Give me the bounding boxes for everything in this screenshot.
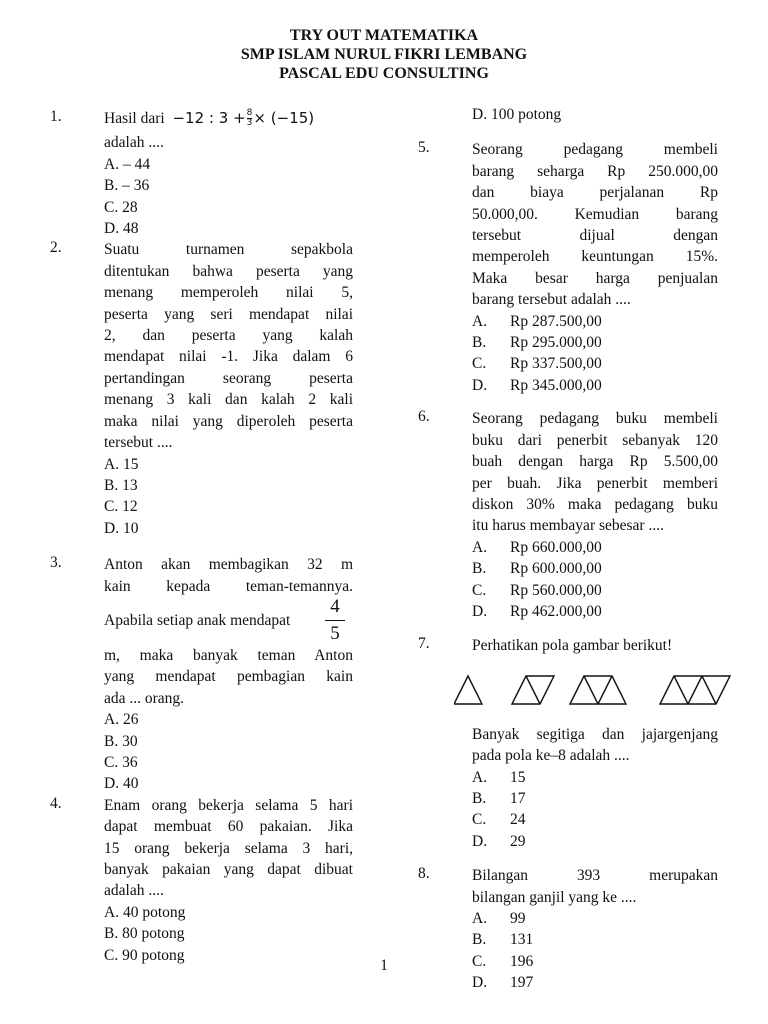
stem-line: per buah. Jika penerbit memberi: [472, 474, 718, 492]
question-1: [50, 108, 353, 239]
stem-line: barang seharga Rp 250.000,00: [472, 162, 718, 180]
fraction-numerator: 8: [246, 108, 253, 118]
option-text: Rp 560.000,00: [510, 581, 602, 599]
stem-line: ada ... orang.: [104, 689, 185, 707]
inline-fraction: [247, 109, 253, 128]
expr-term: −12: [172, 109, 205, 127]
option-text: 196: [510, 952, 534, 970]
question-number: 7.: [418, 635, 430, 653]
option-letter: A.: [472, 538, 488, 556]
stem-line: tersebut dijual dengan: [472, 227, 718, 245]
triangle-pattern-figure: [454, 670, 754, 710]
stem-line: itu harus membayar sebesar ....: [472, 517, 664, 535]
option-d[interactable]: D. 100 potong: [472, 106, 562, 123]
stem-line: kain kepada teman-temannya.: [104, 577, 353, 595]
page-number: 1: [380, 957, 388, 974]
question-number: 3.: [50, 554, 62, 572]
option-letter: B.: [472, 334, 487, 352]
option-letter: D.: [472, 974, 488, 992]
stem-line: adalah ....: [104, 882, 164, 900]
option-text: 15: [510, 768, 526, 786]
option-letter: B.: [472, 560, 487, 578]
option-b[interactable]: B. – 36: [104, 177, 150, 195]
left-column: [50, 108, 353, 966]
option-a[interactable]: A. – 44: [104, 155, 151, 173]
option-text: 24: [510, 811, 526, 829]
stem-line: Seorang pedagang buku membeli: [472, 410, 718, 428]
option-b[interactable]: [472, 929, 718, 950]
stem-line: pertandingan seorang peserta: [104, 369, 353, 387]
option-a[interactable]: [472, 311, 718, 332]
stem-text: Hasil dari: [104, 110, 165, 127]
option-b[interactable]: B. 30: [104, 732, 138, 750]
question-4-continued: [418, 104, 718, 125]
option-b[interactable]: [472, 558, 718, 579]
option-text: Rp 462.000,00: [510, 602, 602, 620]
stem-line: Banyak segitiga dan jajargenjang: [472, 725, 718, 743]
stem-line: dan biaya perjalanan Rp: [472, 184, 718, 202]
expr-operator: ×: [253, 109, 266, 127]
stem-line: mendapat nilai -1. Jika dalam 6: [104, 348, 353, 366]
stem-line: Suatu turnamen sepakbola: [104, 241, 353, 259]
pattern-1-triangle: [454, 676, 482, 704]
stem-line: buku dari penerbit sebanyak 120: [472, 431, 718, 449]
header-organizer: PASCAL EDU CONSULTING: [279, 65, 489, 82]
option-d[interactable]: [472, 831, 718, 852]
stem-line: barang tersebut adalah ....: [472, 291, 631, 309]
option-letter: A.: [472, 910, 488, 927]
option-c[interactable]: C. 12: [104, 498, 138, 516]
question-7: [418, 635, 718, 852]
option-letter: C.: [472, 952, 487, 970]
stem-line: menang memperoleh nilai 5,: [104, 284, 353, 302]
math-expression: [172, 109, 314, 127]
option-d[interactable]: [472, 972, 718, 993]
option-c[interactable]: [472, 580, 718, 601]
stem-line: Anton akan membagikan 32 m: [104, 556, 353, 574]
option-d[interactable]: D. 40: [104, 775, 139, 793]
stem-line: maka nilai yang diperoleh peserta: [104, 412, 353, 430]
option-c[interactable]: [472, 809, 718, 830]
question-2: [50, 239, 353, 539]
option-a[interactable]: [472, 908, 718, 929]
stem-line: pada pola ke–8 adalah ....: [472, 747, 630, 765]
option-a[interactable]: [472, 767, 718, 788]
option-text: 99: [510, 910, 526, 927]
option-d[interactable]: [472, 601, 718, 622]
question-5: [418, 139, 718, 396]
pattern-2: [512, 676, 554, 704]
question-stem: [104, 108, 353, 129]
expr-term: 3: [218, 109, 229, 127]
stem-line: 50.000,00. Kemudian barang: [472, 205, 718, 223]
option-letter: C.: [472, 581, 487, 599]
option-a[interactable]: A. 40 potong: [104, 903, 186, 921]
question-number: 2.: [50, 239, 62, 257]
stem-line: Enam orang bekerja selama 5 hari: [104, 796, 353, 814]
option-letter: C.: [472, 355, 487, 373]
fraction-numerator: 4: [330, 595, 340, 617]
expr-term: (−15): [270, 109, 315, 127]
expr-operator: :: [208, 109, 214, 127]
option-letter: D.: [472, 832, 488, 850]
stem-text: adalah ....: [104, 134, 164, 152]
expr-operator: +: [233, 109, 246, 127]
question-number: 1.: [50, 108, 62, 125]
stem-line: Bilangan 393 merupakan: [472, 867, 718, 885]
option-d[interactable]: D. 48: [104, 220, 139, 238]
option-b[interactable]: [472, 332, 718, 353]
option-d[interactable]: [472, 375, 718, 396]
question-4: [50, 795, 353, 966]
option-letter: C.: [472, 811, 487, 829]
option-letter: D.: [472, 602, 488, 620]
header-school: SMP ISLAM NURUL FIKRI LEMBANG: [240, 46, 528, 63]
right-column: [418, 104, 718, 994]
fraction-denominator: 5: [330, 622, 340, 644]
stem-line: 2, dan peserta yang kalah: [104, 327, 353, 345]
option-letter: A.: [472, 312, 488, 330]
stem-line: memperoleh keuntungan 15%.: [472, 248, 718, 266]
stem-line: m, maka banyak teman Anton: [104, 646, 353, 664]
option-b[interactable]: [472, 788, 718, 809]
option-text: 29: [510, 832, 526, 850]
stem-line: Seorang pedagang membeli: [472, 141, 718, 159]
option-letter: B.: [472, 789, 487, 807]
fraction: [325, 596, 345, 645]
option-a[interactable]: A. 26: [104, 711, 139, 729]
stem-line: tersebut ....: [104, 434, 173, 452]
option-b[interactable]: B. 80 potong: [104, 925, 185, 943]
option-text: 131: [510, 931, 534, 949]
header-title: TRY OUT MATEMATIKA: [289, 27, 479, 44]
option-a[interactable]: [472, 537, 718, 558]
stem-line: yang mendapat pembagian kain: [104, 668, 353, 686]
stem-line: 15 orang bekerja selama 3 hari,: [104, 839, 353, 857]
option-text: Rp 337.500,00: [510, 355, 602, 373]
option-text: 197: [510, 974, 534, 992]
stem-line: Maka besar harga penjualan: [472, 269, 718, 287]
question-6: [418, 408, 718, 622]
fraction-denominator: 3: [246, 118, 253, 128]
document-header: [0, 26, 768, 83]
stem-line: peserta yang seri mendapat nilai: [104, 305, 353, 323]
stem-line: Perhatikan pola gambar berikut!: [472, 637, 673, 655]
option-text: Rp 295.000,00: [510, 334, 602, 352]
option-c[interactable]: C. 28: [104, 198, 138, 216]
option-text: Rp 345.000,00: [510, 376, 602, 394]
question-number: 8.: [418, 865, 430, 883]
option-c[interactable]: [472, 353, 718, 374]
option-a[interactable]: A. 15: [104, 455, 139, 473]
stem-line: Apabila setiap anak mendapat: [104, 611, 291, 629]
option-text: Rp 660.000,00: [510, 538, 602, 556]
option-d[interactable]: D. 10: [104, 519, 139, 537]
stem-line: banyak pakaian yang dapat dibuat: [104, 861, 353, 878]
option-text: Rp 287.500,00: [510, 312, 602, 330]
option-letter: B.: [472, 931, 487, 949]
option-letter: D.: [472, 376, 488, 394]
option-letter: A.: [472, 768, 488, 786]
option-c[interactable]: C. 90 potong: [104, 946, 185, 964]
stem-line: diskon 30% maka pedagang buku: [472, 495, 718, 513]
stem-line: bilangan ganjil yang ke ....: [472, 888, 637, 906]
stem-line: dapat membuat 60 pakaian. Jika: [104, 818, 353, 836]
question-number: 4.: [50, 794, 62, 812]
question-number: 5.: [418, 139, 430, 157]
stem-line: ditentukan bahwa peserta yang: [104, 262, 353, 280]
fraction-bar: [325, 620, 345, 621]
option-text: 17: [510, 789, 526, 807]
option-b[interactable]: B. 13: [104, 476, 138, 494]
question-number: 6.: [418, 408, 430, 426]
pattern-3: [570, 676, 626, 704]
stem-line: buah dengan harga Rp 5.500,00: [472, 453, 718, 471]
option-text: Rp 600.000,00: [510, 560, 602, 578]
option-c[interactable]: C. 36: [104, 753, 138, 771]
question-3: [50, 554, 353, 795]
fraction-line: [104, 597, 353, 645]
pattern-4: [660, 676, 730, 704]
stem-line: menang 3 kali dan kalah 2 kali: [104, 391, 353, 409]
